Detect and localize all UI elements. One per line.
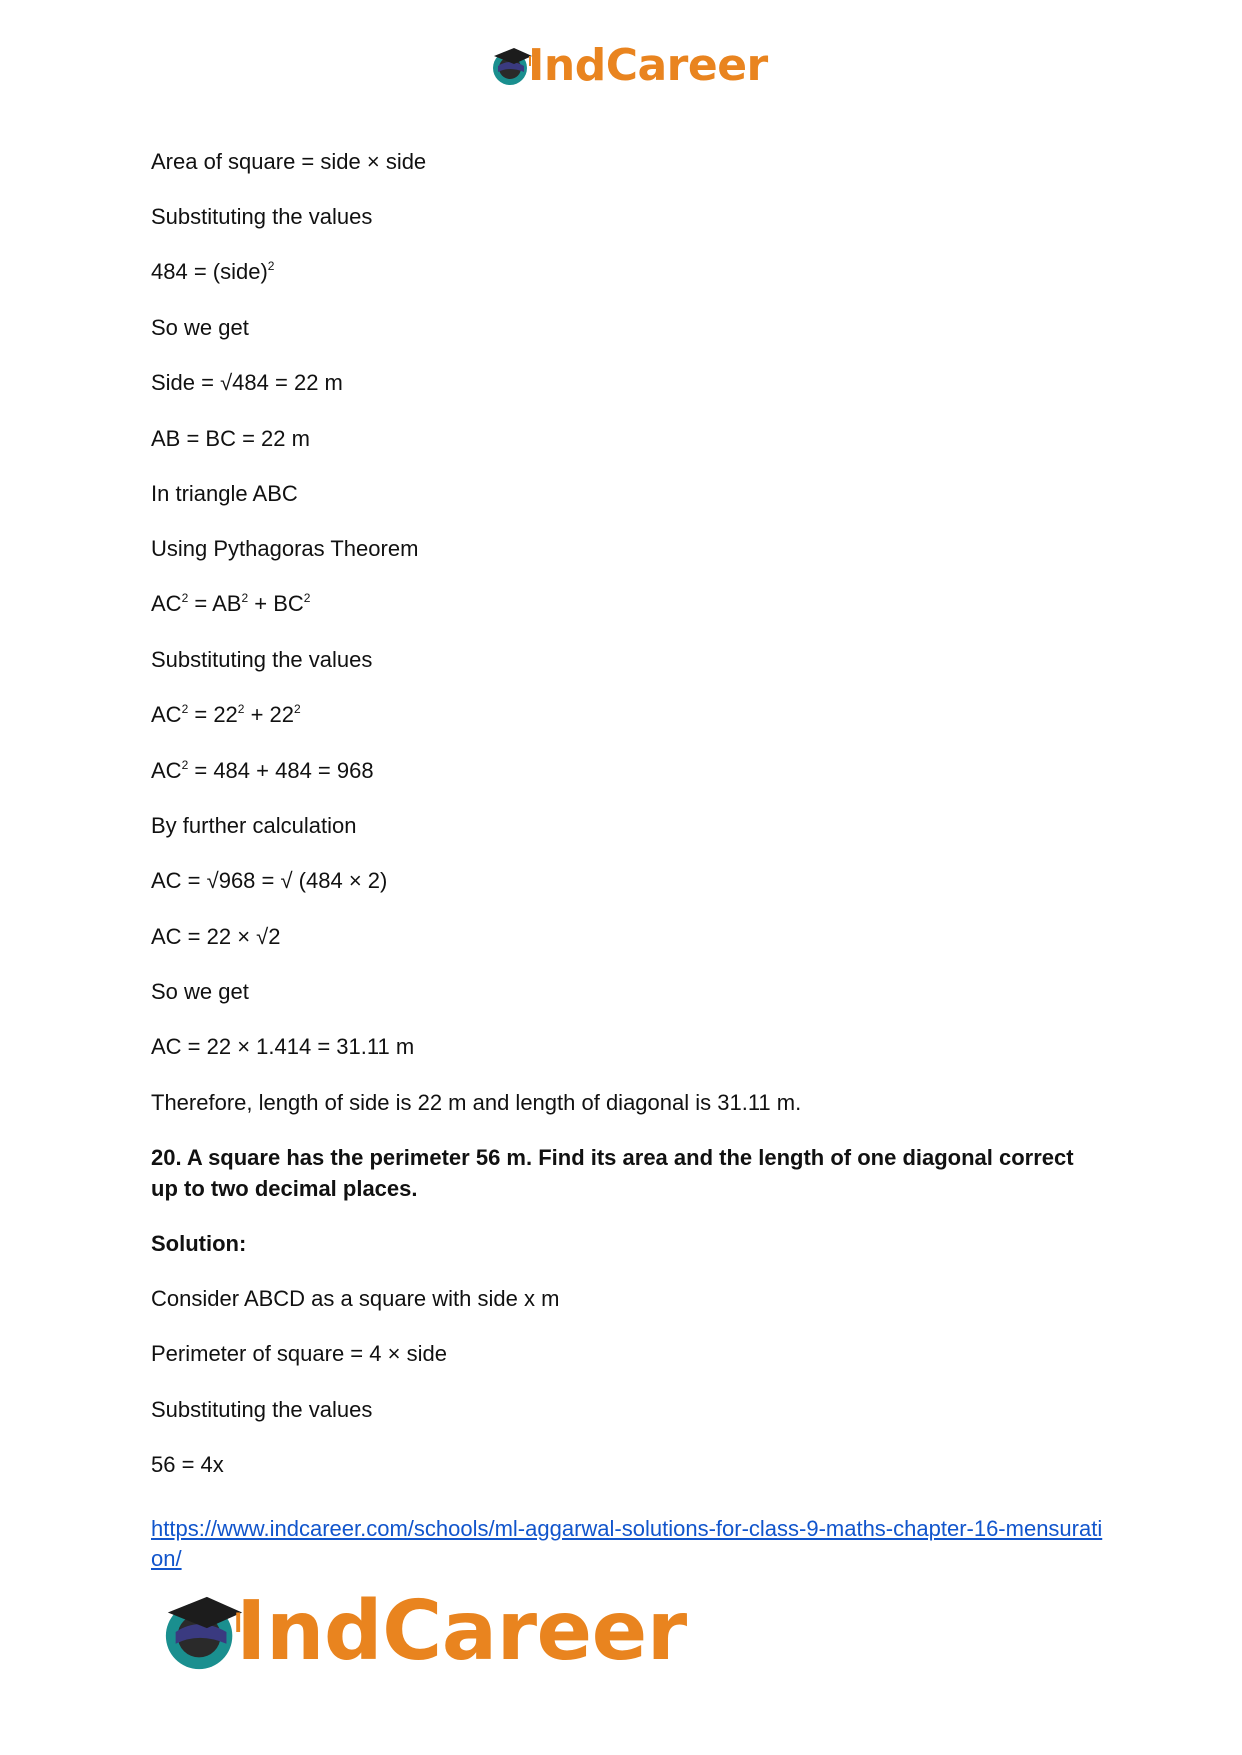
equation-line: $AC^2 = 22^2 + 22^2$: [151, 702, 301, 727]
source-link[interactable]: https://www.indcareer.com/schools/ml-aggarwal-solutions-for-class-9-maths-chapter-16-mensuration/: [151, 1516, 1103, 1571]
text-line: Therefore, length of side is 22 m and length of diagonal is 31.11 m.: [151, 1090, 802, 1115]
text-line: By further calculation: [151, 813, 357, 838]
text-line: 484 = (side)$^2$: [151, 259, 275, 284]
solution-line: Consider ABCD as a square with side x m: [151, 1286, 560, 1311]
text-line: Side = √484 = 22 m: [151, 370, 343, 395]
text-line: Area of square = side × side: [151, 149, 427, 174]
solution-line: Substituting the values: [151, 1397, 373, 1422]
text-line: In triangle ABC: [151, 481, 298, 506]
graduation-cap-logo-icon: [160, 1589, 246, 1675]
equation-line: $AC^2 = AB^2 + BC^2$: [151, 591, 311, 616]
header-logo: [490, 38, 768, 94]
footer-logo-text: IndCareer: [236, 1584, 687, 1679]
footer-logo: [160, 1584, 687, 1680]
solution-line: Perimeter of square = 4 × side: [151, 1341, 447, 1366]
header-logo-text: IndCareer: [528, 40, 768, 91]
solution-heading: Solution:: [151, 1231, 247, 1256]
text-line: So we get: [151, 979, 249, 1004]
text-line: AC = 22 × √2: [151, 924, 281, 949]
text-line: AB = BC = 22 m: [151, 426, 310, 451]
text-line: AC = 22 × 1.414 = 31.11 m: [151, 1034, 415, 1059]
solution-line: 56 = 4x: [151, 1452, 224, 1477]
text-line: AC = √968 = √ (484 × 2): [151, 868, 388, 893]
question-text: 20. A square has the perimeter 56 m. Find its area and the length of one diagonal correct up to two decimal places.: [151, 1145, 1074, 1201]
text-line: Using Pythagoras Theorem: [151, 536, 419, 561]
text-line: Substituting the values: [151, 204, 373, 229]
text-line: So we get: [151, 315, 249, 340]
text-line: Substituting the values: [151, 647, 373, 672]
equation-line: $AC^2 = 484 + 484 = 968$: [151, 758, 374, 783]
